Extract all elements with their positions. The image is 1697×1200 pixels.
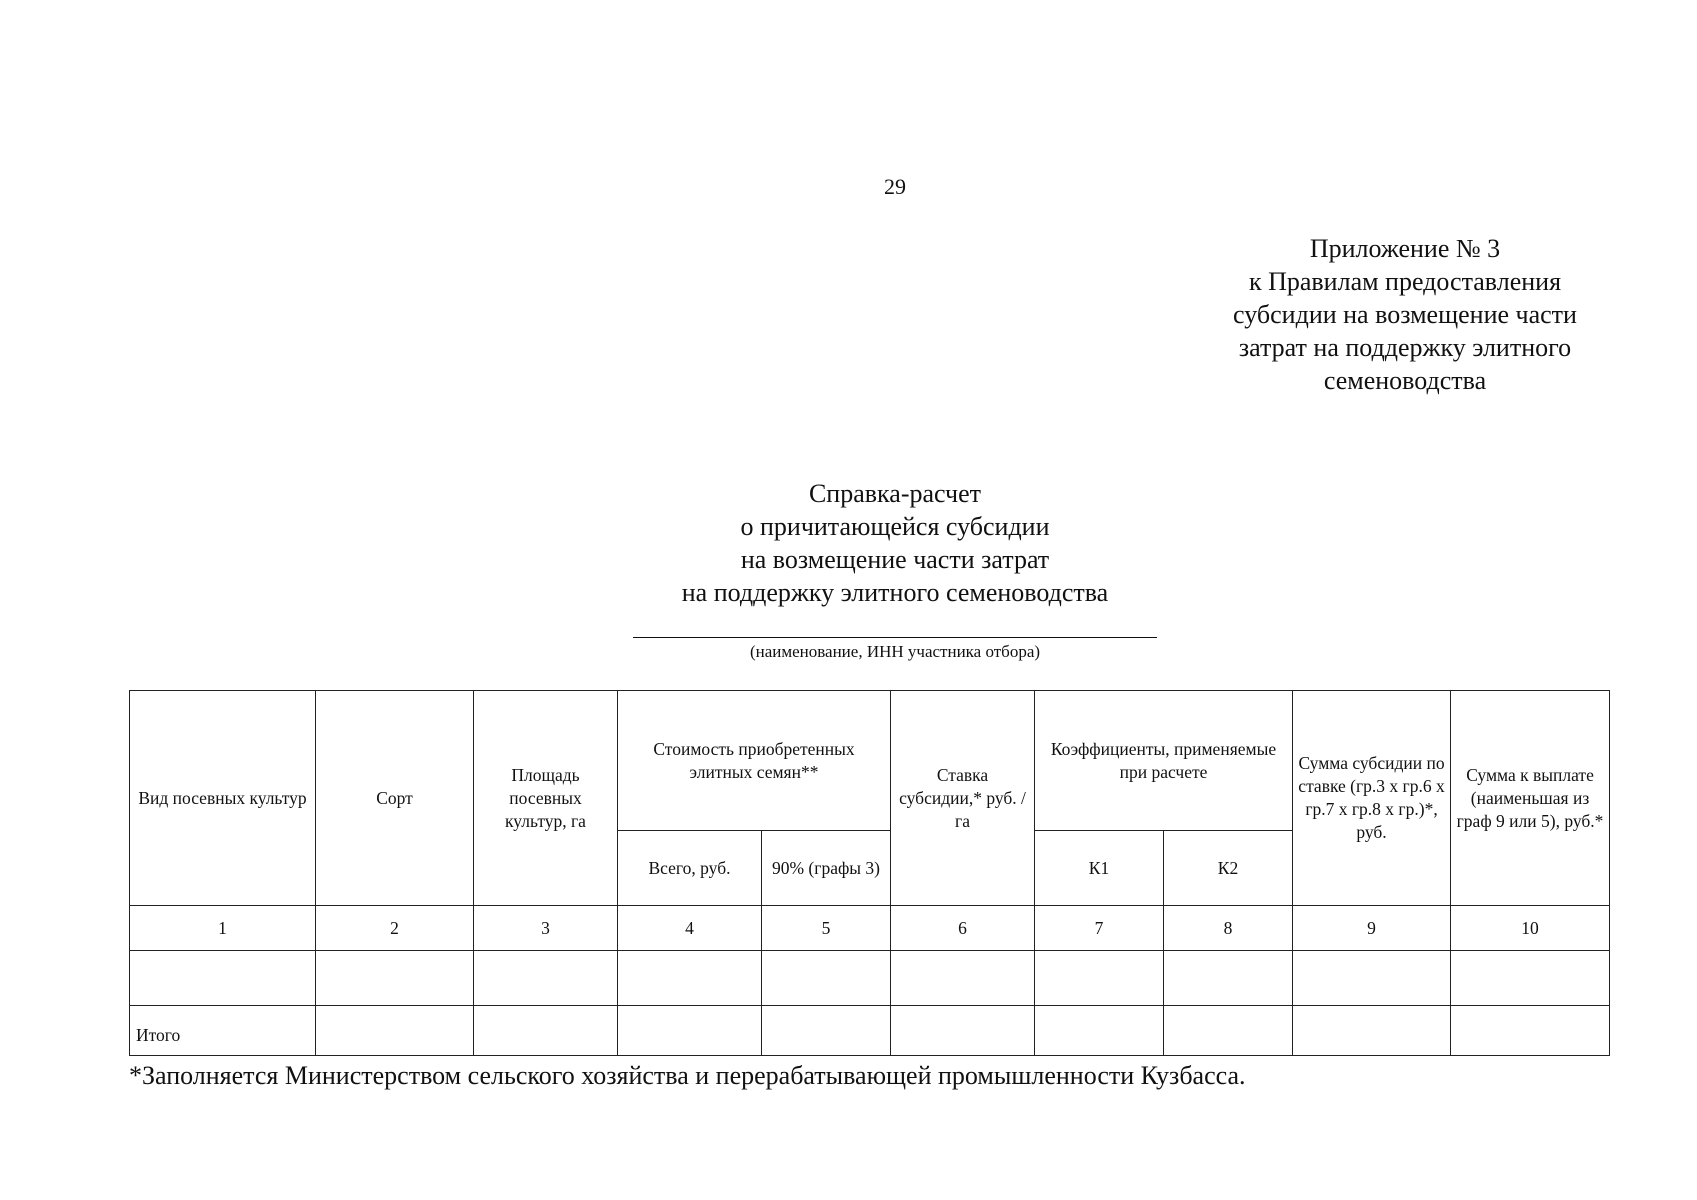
table-cell — [130, 951, 316, 1006]
column-number: 8 — [1164, 906, 1293, 951]
appendix-line: к Правилам предоставления — [1248, 267, 1562, 296]
appendix-line: Приложение № 3 — [1309, 234, 1501, 263]
table-cell — [618, 951, 762, 1006]
table-cell — [1164, 951, 1293, 1006]
appendix-line: семеноводства — [1323, 366, 1487, 395]
header-payout-sum: Сумма к выплате (наименьшая из граф 9 или 5), руб.* — [1451, 691, 1610, 906]
table-cell — [1164, 1006, 1293, 1056]
table-cell — [1293, 951, 1451, 1006]
table-cell — [1293, 1006, 1451, 1056]
table-cell — [762, 951, 891, 1006]
footnote: *Заполняется Министерством сельского хозяйства и перерабатывающей промышленности Кузбасса. — [129, 1061, 1246, 1090]
column-number-row — [130, 906, 1610, 951]
table-cell — [474, 951, 618, 1006]
header-seed-cost-group: Стоимость приобретенных элитных семян** — [618, 691, 891, 831]
table-cell — [316, 1006, 474, 1056]
appendix-line: субсидии на возмещение части — [1233, 300, 1577, 329]
total-label: Итого — [130, 1006, 316, 1056]
header-variety: Сорт — [316, 691, 474, 906]
column-number: 1 — [130, 906, 316, 951]
title-line: о причитающейся субсидии — [740, 512, 1050, 541]
table-cell — [618, 1006, 762, 1056]
table-cell — [1451, 1006, 1610, 1056]
column-number: 10 — [1451, 906, 1610, 951]
header-area: Площадь посевных культур, га — [474, 691, 618, 906]
header-cost-90: 90% (графы 3) — [762, 831, 891, 906]
column-number: 7 — [1035, 906, 1164, 951]
table-cell — [474, 1006, 618, 1056]
header-crop-type: Вид посевных культур — [130, 691, 316, 906]
title-line: на поддержку элитного семеноводства — [681, 578, 1109, 607]
column-number: 5 — [762, 906, 891, 951]
participant-fill-line — [633, 637, 1157, 638]
column-number: 4 — [618, 906, 762, 951]
table-cell — [891, 1006, 1035, 1056]
table-cell — [316, 951, 474, 1006]
header-cost-total: Всего, руб. — [618, 831, 762, 906]
header-k2: К2 — [1164, 831, 1293, 906]
table-cell — [1451, 951, 1610, 1006]
header-subsidy-sum: Сумма субсидии по ставке (гр.3 х гр.6 х гр.7 х гр.8 х гр.)*, руб. — [1293, 691, 1451, 906]
page-number: 29 — [884, 174, 906, 199]
table-cell — [1035, 1006, 1164, 1056]
column-number: 3 — [474, 906, 618, 951]
table-row — [130, 951, 1610, 1006]
title-line: Справка-расчет — [808, 479, 982, 508]
header-coefficients-group: Коэффициенты, применяемые при расчете — [1035, 691, 1293, 831]
appendix-line: затрат на поддержку элитного — [1238, 333, 1572, 362]
column-number: 6 — [891, 906, 1035, 951]
calculation-table — [129, 690, 1610, 1056]
participant-caption: (наименование, ИНН участника отбора) — [749, 642, 1041, 661]
appendix-block — [1190, 232, 1620, 397]
column-number: 2 — [316, 906, 474, 951]
title-line: на возмещение части затрат — [740, 545, 1050, 574]
header-subsidy-rate: Ставка субсидии,* руб. / га — [891, 691, 1035, 906]
header-k1: К1 — [1035, 831, 1164, 906]
table-cell — [891, 951, 1035, 1006]
table-cell — [1035, 951, 1164, 1006]
column-number: 9 — [1293, 906, 1451, 951]
table-cell — [762, 1006, 891, 1056]
document-title — [0, 477, 1697, 609]
total-row — [130, 1006, 1610, 1056]
